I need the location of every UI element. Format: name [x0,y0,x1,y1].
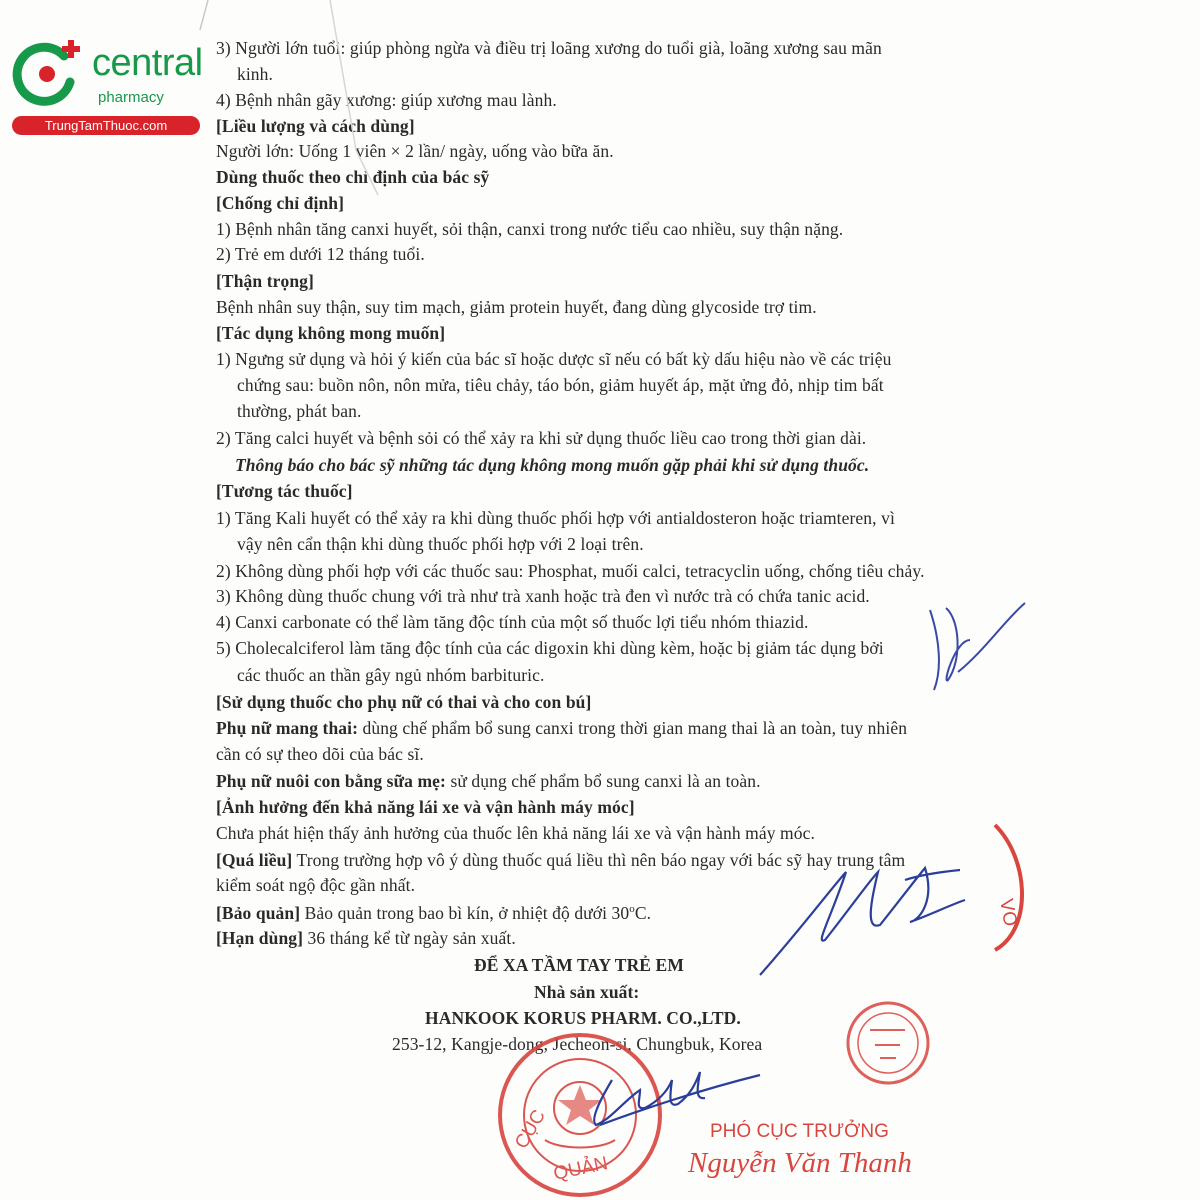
label-storage: [Bảo quản] [216,902,301,923]
line-overdose [216,852,905,870]
line-pregnant-cont: cần có sự theo dõi của bác sĩ. [216,744,424,764]
line-storage [216,904,651,922]
line-elderly-cont: kinh. [237,64,273,84]
line-manufacturer-address: 253-12, Kangje-dong, Jecheon-si, Chungbuk, Korea [392,1034,763,1054]
line-inter-1-cont: vậy nên cẩn thận khi dùng thuốc phối hợp với 2 loại trên. [237,534,644,554]
text-expiry: 36 tháng kể từ ngày sản xuất. [303,928,516,948]
storage-unit: C. [634,902,652,923]
line-keep-away: ĐỂ XA TẦM TAY TRẺ EM [474,955,684,975]
stamp-fragment-left: CỤC [511,1106,550,1153]
line-inter-1: 1) Tăng Kali huyết có thể xảy ra khi dùng thuốc phối hợp với antialdosteron hoặc triamteren, vì [216,508,895,528]
heading-dosage: [Liều lượng và cách dùng] [216,116,415,136]
label-nursing: Phụ nữ nuôi con bằng sữa mẹ: [216,771,446,791]
line-inter-3: 3) Không dùng thuốc chung với trà như trà xanh hoặc trà đen vì nước trà có chứa tanic acid. [216,586,870,606]
partial-stamp-text: VO [995,897,1021,928]
line-contra-2: 2) Trẻ em dưới 12 tháng tuổi. [216,244,425,264]
text-storage: Bảo quản trong bao bì kín, ở nhiệt độ dưới 30 [300,902,630,923]
line-manufacturer-label: Nhà sản xuất: [534,982,640,1002]
line-inter-2: 2) Không dùng phối hợp với các thuốc sau: Phosphat, muối calci, tetracyclin uống, chống tiêu chảy. [216,561,925,581]
line-side-notice: Thông báo cho bác sỹ những tác dụng không mong muốn gặp phải khi sử dụng thuốc. [235,455,870,475]
line-expiry [216,930,516,948]
label-expiry: [Hạn dùng] [216,928,304,948]
line-pregnant [216,720,907,738]
line-inter-5: 5) Cholecalciferol làm tăng độc tính của các digoxin khi dùng kèm, hoặc bị giảm tác dụng bởi [216,638,884,658]
line-inter-4: 4) Canxi carbonate có thể làm tăng độc tính của một số thuốc lợi tiểu nhóm thiazid. [216,612,809,632]
logo-brand: central [92,42,203,84]
line-inter-5-cont: các thuốc an thần gây ngủ nhóm barbituric. [237,665,545,685]
line-manufacturer-name: HANKOOK KORUS PHARM. CO.,LTD. [425,1008,741,1028]
heading-side-effects: [Tác dụng không mong muốn] [216,323,446,343]
line-side-2: 2) Tăng calci huyết và bệnh sỏi có thể xảy ra khi sử dụng thuốc liều cao trong thời gian dài. [216,428,867,448]
line-side-1-cont2: thường, phát ban. [237,401,362,421]
line-fracture: 4) Bệnh nhân gãy xương: giúp xương mau lành. [216,90,557,110]
logo-site-link[interactable]: TrungTamThuoc.com [12,116,200,135]
label-pregnant: Phụ nữ mang thai: [216,718,359,738]
line-driving: Chưa phát hiện thấy ảnh hưởng của thuốc lên khả năng lái xe và vận hành máy móc. [216,823,815,843]
line-overdose-cont: kiểm soát ngộ độc gần nhất. [216,875,416,895]
text-pregnant: dùng chế phẩm bổ sung canxi trong thời gian mang thai là an toàn, tuy nhiên [358,718,908,738]
heading-interactions: [Tương tác thuốc] [216,481,353,501]
text-overdose: Trong trường hợp vô ý dùng thuốc quá liều thì nên báo ngay với bác sỹ hay trung tâm [292,850,906,870]
logo-subtitle: pharmacy [98,89,164,106]
signatory-title: PHÓ CỤC TRƯỞNG [710,1121,889,1142]
stamp-fragment-bottom: QUẢN [551,1152,610,1185]
text-nursing: sử dụng chế phẩm bổ sung canxi là an toàn. [445,771,761,791]
heading-precautions: [Thận trọng] [216,271,314,291]
signatory-name: Nguyễn Văn Thanh [688,1147,912,1179]
heading-contraindications: [Chống chỉ định] [216,193,345,213]
heading-pregnancy: [Sử dụng thuốc cho phụ nữ có thai và cho con bú] [216,692,592,712]
label-overdose: [Quá liều] [216,850,293,870]
line-contra-1: 1) Bệnh nhân tăng canxi huyết, sỏi thận, canxi trong nước tiểu cao nhiều, suy thận nặng. [216,219,844,239]
line-prescription: Dùng thuốc theo chỉ định của bác sỹ [216,167,490,187]
line-dosage: Người lớn: Uống 1 viên × 2 lần/ ngày, uống vào bữa ăn. [216,141,614,161]
heading-driving: [Ảnh hưởng đến khả năng lái xe và vận hành máy móc] [216,797,635,817]
line-side-1: 1) Ngưng sử dụng và hỏi ý kiến của bác sĩ hoặc dược sĩ nếu có bất kỳ dấu hiệu nào về các triệu [216,349,892,369]
line-elderly: 3) Người lớn tuổi: giúp phòng ngừa và điều trị loãng xương do tuổi già, loãng xương sau mãn [216,38,882,58]
storage-degree: o [629,903,635,915]
line-nursing [216,773,761,791]
line-precautions: Bệnh nhân suy thận, suy tim mạch, giảm protein huyết, đang dùng glycoside trợ tim. [216,297,817,317]
line-side-1-cont: chứng sau: buồn nôn, nôn mửa, tiêu chảy, táo bón, giảm huyết áp, mặt ửng đỏ, nhịp tim bất [237,375,884,395]
